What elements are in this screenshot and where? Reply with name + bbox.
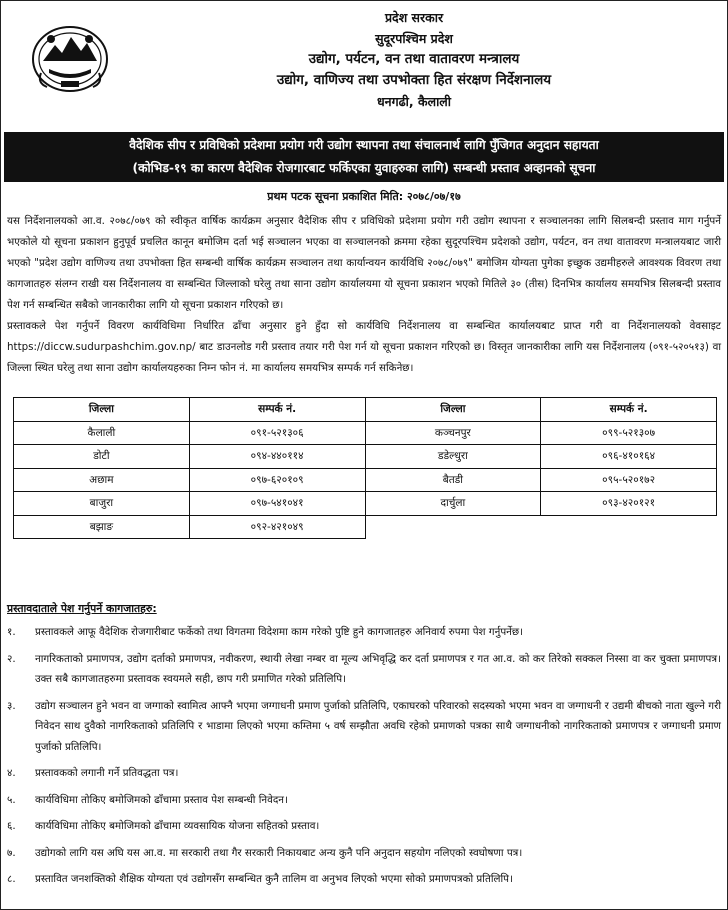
item-text: उद्योग सञ्चालन हुने भवन वा जग्गाको स्वामित्व आफ्नै भएमा जग्गाधनी प्रमाण पुर्जाको प्रतिलिपि, एकाघरको परिवारको सदस्यको भएमा भवन वा जग्गाधनी र उद्यमी बीचको नाता खुल्ने गरी निवेदन साथ दुवैको नागरिकताको प्रतिलिपि र भाडामा लिएको भएमा कम्तिमा ५ वर्ष सम्झौता अवधि रहेको प्रमाणको पत्रका साथै जग्गाधनीको नागरिकताको प्रमाणपत्र र जग्गाधनी प्रमाण पुर्जाको प्रतिलिपि। xyxy=(35,699,721,753)
directorate-title: उद्योग, वाणिज्य तथा उपभोक्ता हित संरक्षण निर्देशनालय xyxy=(276,72,552,88)
district-cell: बझाङ xyxy=(14,515,190,539)
publication-date: प्रथम पटक सूचना प्रकाशित मिति: २०७८/०७/१७ xyxy=(267,190,461,203)
empty-cell xyxy=(365,515,541,539)
notice-body xyxy=(7,211,721,379)
list-item xyxy=(7,843,721,864)
table-row xyxy=(14,445,717,469)
item-number: १. xyxy=(7,626,16,638)
list-item xyxy=(7,696,721,758)
nepal-emblem-icon xyxy=(31,23,109,93)
item-number: ३. xyxy=(7,699,16,712)
table-row xyxy=(14,492,717,516)
notice-title-line-2: (कोभिड-१९ का कारण वैदेशिक रोजगारबाट फर्किएका युवाहरुका लागि) सम्बन्धी प्रस्ताव अव्हानको सूचना xyxy=(132,161,596,175)
phone-cell: ०९४-४४०११४ xyxy=(189,445,365,469)
province-title: सुदूरपश्चिम प्रदेश xyxy=(375,31,453,46)
phone-cell: ०९५-५२०१७२ xyxy=(541,468,717,492)
phone-cell: ०९७-६२०१०९ xyxy=(189,468,365,492)
table-row xyxy=(14,421,717,445)
requirements-list xyxy=(7,622,721,896)
column-header-district: जिल्ला xyxy=(365,398,541,422)
column-header-contact: सम्पर्क नं. xyxy=(541,398,717,422)
list-item xyxy=(7,816,721,837)
government-title: प्रदेश सरकार xyxy=(384,10,444,25)
list-item xyxy=(7,790,721,811)
item-text: नागरिकताको प्रमाणपत्र, उद्योग दर्ताको प्रमाणपत्र, नवीकरण, स्थायी लेखा नम्बर वा मूल्य अभिवृद्धि कर दर्ता प्रमाणपत्र र गत आ.व. को कर तिरेको सक्कल निस्सा वा कर चुक्ता प्रमाणपत्र। उक्त सबै कागजातहरुमा प्रस्तावक स्वयमले सही, छाप गरी प्रमाणित गरेको प्रतिलिपि। xyxy=(35,652,721,685)
phone-cell: ०९९-५२१३०७ xyxy=(541,421,717,445)
district-cell: डडेल्धुरा xyxy=(365,445,541,469)
district-cell: बैतडी xyxy=(365,468,541,492)
ministry-title: उद्योग, पर्यटन, वन तथा वातावरण मन्त्रालय xyxy=(308,51,520,67)
table-row xyxy=(14,468,717,492)
item-number: ४. xyxy=(7,767,16,779)
item-number: ७. xyxy=(7,846,16,859)
column-header-contact: सम्पर्क नं. xyxy=(189,398,365,422)
list-item xyxy=(7,649,721,690)
list-item xyxy=(7,869,721,890)
item-text: कार्यविधिमा तोकिए बमोजिमको ढाँचामा व्यवसायिक योजना सहितको प्रस्ताव। xyxy=(35,820,320,832)
phone-cell: ०९२-४२१०४९ xyxy=(189,515,365,539)
item-number: ५. xyxy=(7,793,16,806)
notice-title-line-1: वैदेशिक सीप र प्रविधिको प्रदेशमा प्रयोग गरी उद्योग स्थापना तथा संचालनार्थ लागि पुँजिगत अनुदान सहायता xyxy=(129,138,599,152)
district-cell: कञ्चनपुर xyxy=(365,421,541,445)
item-text: उद्योगको लागि यस अघि यस आ.व. मा सरकारी तथा गैर सरकारी निकायबाट अन्य कुनै पनि अनुदान सहयोग नलिएको स्वघोषणा पत्र। xyxy=(35,846,523,859)
list-item xyxy=(7,622,721,643)
column-header-district: जिल्ला xyxy=(14,398,190,422)
phone-cell: ०९३-४२०१२१ xyxy=(541,492,717,516)
empty-cell xyxy=(541,515,717,539)
district-cell: डोटी xyxy=(14,445,190,469)
phone-cell: ०९७-५४१०४१ xyxy=(189,492,365,516)
item-number: २. xyxy=(7,652,16,665)
body-paragraph-2: प्रस्तावकले पेश गर्नुपर्ने विवरण कार्यविधिमा निर्धारित ढाँचा अनुसार हुने हुँदा सो कार्यविधि निर्देशनालय वा सम्बन्धित कार्यालयबाट प्राप्त गरी वा निर्देशनालयको वेवसाइट https://diccw.sudurpashchim.gov.np/ बाट डाउनलोड गरी प्रस्ताव तयार गरी पेश गर्न यो सूचना प्रकाशन गरिएको छ। विस्तृत जानकारीका लागि यस निर्देशनालय (०९१-५२०५१३) वा जिल्ला स्थित घरेलु तथा साना उद्योग कार्यालयहरुका निम्न फोन नं. मा कार्यालय समयभित्र सम्पर्क गर्न सकिनेछ। xyxy=(7,320,721,374)
list-item xyxy=(7,763,721,784)
district-cell: अछाम xyxy=(14,468,190,492)
contacts-header-row xyxy=(14,398,717,422)
district-cell: कैलाली xyxy=(14,421,190,445)
office-location: धनगढी, कैलाली xyxy=(376,94,452,109)
item-text: कार्यविधिमा तोकिए बमोजिमको ढाँचामा प्रस्ताव पेश सम्बन्धी निवेदन। xyxy=(35,793,288,806)
requirements-heading: प्रस्तावदाताले पेश गर्नुपर्ने कागजातहरु: xyxy=(7,602,157,615)
contacts-table xyxy=(13,397,717,539)
district-cell: बाजुरा xyxy=(14,492,190,516)
phone-cell: ०९६-४१०१६४ xyxy=(541,445,717,469)
phone-cell: ०९१-५२१३०६ xyxy=(189,421,365,445)
item-text: प्रस्तावकले आफू वैदेशिक रोजगारीबाट फर्केको तथा विगतमा विदेशमा काम गरेको पुष्टि हुने कागजातहरु अनिवार्य रुपमा पेश गर्नुपर्नेछ। xyxy=(35,626,524,638)
item-number: ८. xyxy=(7,873,16,885)
body-paragraph-1: यस निर्देशनालयको आ.व. २०७८/०७९ को स्वीकृत वार्षिक कार्यक्रम अनुसार वैदेशिक सीप र प्रविधिको प्रदेशमा प्रयोग गरी उद्योग स्थापना र सञ्चालनका लागि सिलबन्दी प्रस्ताव माग गर्नुपर्ने भएकोले यो सूचना प्रकाशन हुनुपूर्व प्रचलित कानून बमोजिम दर्ता भई सञ्चालन भएका वा सञ्चालनको क्रममा रहेका सुदूरपश्चिम प्रदेशको उद्योग, पर्यटन, वन तथा वातावरण मन्त्रालयबाट जारी भएको "प्रदेश उद्योग वाणिज्य तथा उपभोक्ता हित सम्बन्धी वार्षिक कार्यक्रम सञ्चालन तथा कार्यान्वयन कार्यविधि २०७८/०७९" बमोजिम योग्यता पुगेका इच्छुक उद्यमीहरुले आवश्यक विवरण तथा कागजातहरु संलग्न राखी यस निर्देशनालय वा सम्बन्धित जिल्लाको घरेलु तथा साना उद्योग कार्यालयमा यो सूचना प्रकाशन भएको मितिले ३० (तीस) दिनभित्र कार्यालय समयभित्र सिलबन्दी प्रस्ताव पेश गर्न सम्बन्धित सबैको जानकारीका लागि यो सूचना प्रकाशन गरिएको छ। xyxy=(7,215,721,311)
item-text: प्रस्तावित जनशक्तिको शैक्षिक योग्यता एवं उद्योगसँग सम्बन्धित कुनै तालिम वा अनुभव लिएको भएमा सोको प्रमाणपत्रको प्रतिलिपि। xyxy=(35,873,513,885)
item-text: प्रस्तावकको लगानी गर्ने प्रतिवद्धता पत्र। xyxy=(35,767,179,779)
notice-title-banner xyxy=(4,132,724,182)
district-cell: दार्चुला xyxy=(365,492,541,516)
office-header xyxy=(121,7,707,112)
item-number: ६. xyxy=(7,820,16,832)
table-row xyxy=(14,515,717,539)
